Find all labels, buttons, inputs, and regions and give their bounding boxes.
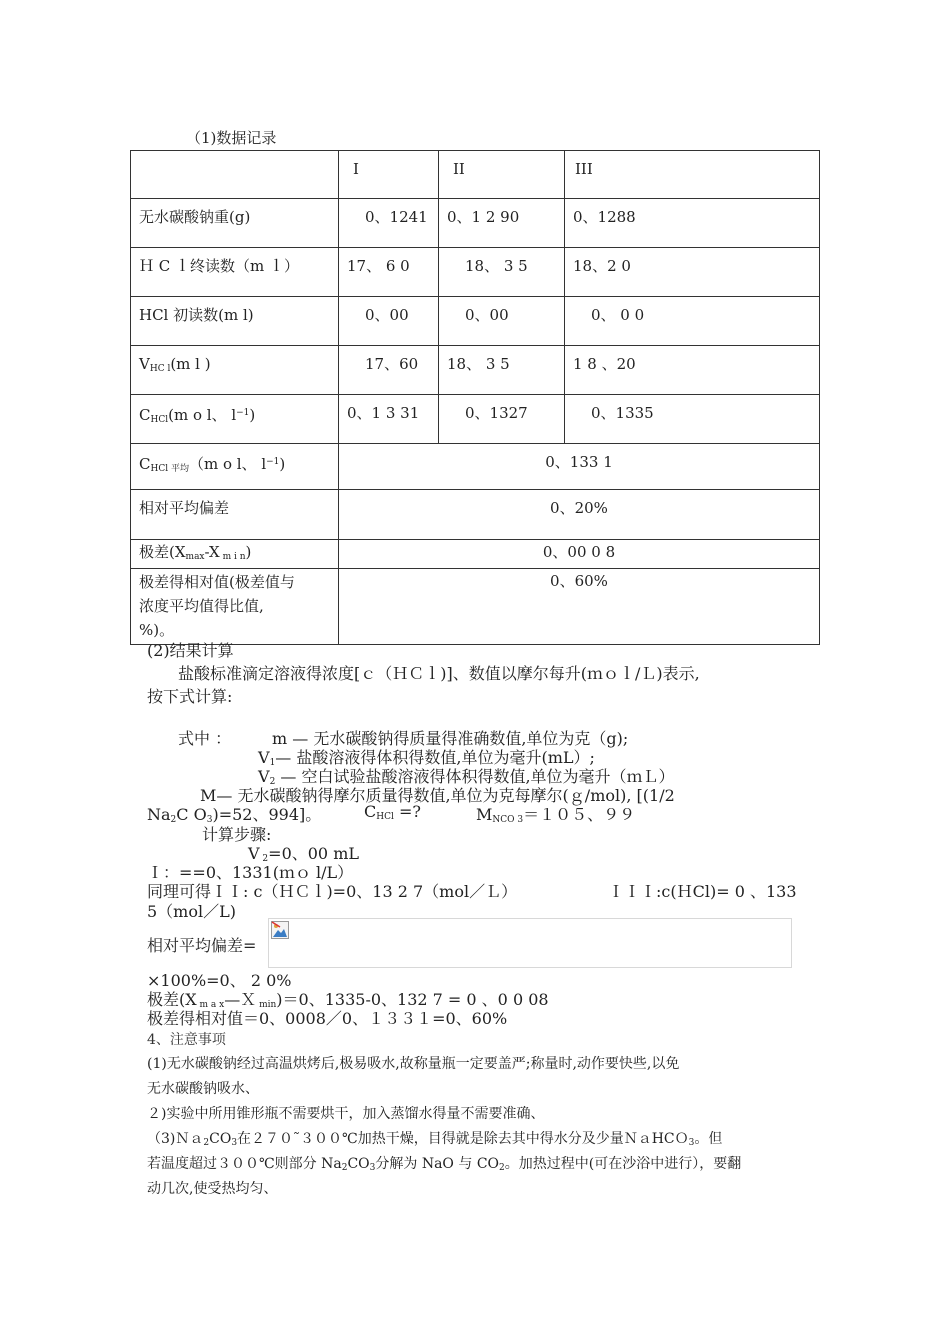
table-header-cell: III: [565, 151, 820, 199]
result-iii: ＩＩＩ:c(ＨCl)= 0 、133: [608, 882, 797, 901]
text: C: [364, 802, 377, 821]
text: =0、00 mL: [268, 844, 359, 863]
table-row: [131, 248, 820, 297]
where-M: M— 无水碳酸钠得摩尔质量得数值,单位为克每摩尔(ｇ/mol), [(1/2: [200, 786, 675, 805]
label-line: 浓度平均值得比值,: [139, 597, 264, 615]
label-main: V: [139, 355, 150, 373]
subscript: 3: [688, 1138, 695, 1148]
text: 极差(X: [147, 990, 197, 1009]
v-main: V: [258, 767, 270, 786]
cell-value: 0、 0 0: [565, 297, 820, 346]
table-row: [131, 199, 820, 248]
cell-value: 0、133 1: [339, 444, 820, 490]
cell-value: 18、 3 5: [439, 346, 565, 395]
label-line: %)。: [139, 621, 175, 639]
label-subscript: max: [185, 552, 205, 562]
table-header-row: [131, 151, 820, 199]
result-iii-cont: 5（mol／L): [147, 902, 236, 921]
subscript: HCl: [376, 812, 394, 822]
note-3-line3: 动几次,使受热均匀、: [147, 1181, 278, 1197]
label-tail: (m o l、 l: [168, 406, 237, 424]
label-end: ): [245, 543, 252, 561]
section-title-calc: (2)结果计算: [147, 641, 234, 660]
table-row: [131, 297, 820, 346]
subscript: min: [256, 1000, 277, 1010]
label-superscript: −1: [236, 408, 250, 418]
table-row-range-rel: [131, 569, 820, 645]
table-header-cell: [131, 151, 339, 199]
row-label: HCl 初读数(m l): [131, 297, 339, 346]
subscript: 3: [231, 1138, 238, 1148]
label-tail: (m l ): [170, 355, 211, 373]
text: （3)Ｎａ: [147, 1131, 204, 1147]
rel-dev-result: ×100%=0、 2 0%: [147, 971, 292, 990]
table-row-rel-dev: [131, 490, 820, 540]
section-title-data-record: （1)数据记录: [186, 129, 277, 147]
subscript: 2: [170, 815, 177, 825]
note-2: ２)实验中所用锥形瓶不需要烘干，加入蒸馏水得量不需要准确、: [147, 1106, 545, 1122]
row-label: [131, 540, 339, 569]
cell-value: 0、00: [339, 297, 439, 346]
broken-image-icon: [271, 921, 289, 939]
label-mid: -X: [204, 543, 220, 561]
text: CO: [209, 1131, 232, 1147]
text: 。但: [694, 1131, 723, 1147]
subscript: 2: [203, 1138, 210, 1148]
row-label: 相对平均偏差: [131, 490, 339, 540]
row-label: [131, 569, 339, 645]
subscript: 2: [499, 1163, 505, 1173]
label-main: 极差(X: [139, 543, 186, 561]
text: Na: [147, 805, 171, 824]
text: 在２７０˜３００℃加热干燥，目得就是除去其中得水分及少量ＮａHCＯ: [237, 1131, 689, 1147]
cell-value: 0、1241: [339, 199, 439, 248]
cell-value: 18、2 0: [565, 248, 820, 297]
table-row-average: [131, 444, 820, 490]
paragraph-line: 按下式计算:: [147, 687, 233, 706]
v-text: — 空白试验盐酸溶液得体积得数值,单位为毫升（ｍＬ）: [275, 767, 675, 786]
table-row: [131, 346, 820, 395]
text: 若温度超过３００℃则部分 Na: [147, 1156, 342, 1172]
range-rel-calc: 极差得相对值＝0、0008／0、１３３１=0、60%: [147, 1009, 508, 1028]
result-i: Ｉ：==0、1331(ｍｏ l/L）: [147, 863, 354, 882]
text: )=52、994]。: [212, 805, 322, 824]
subscript: 3: [206, 815, 213, 825]
label-subscript: HC l: [149, 364, 171, 374]
label-tail: （m o l、 l: [188, 455, 267, 473]
cell-value: 0、20%: [339, 490, 820, 540]
cell-value: 0、1327: [439, 395, 565, 444]
paragraph-line: 盐酸标准滴定溶液得浓度[ｃ（ＨＣｌ)]、数值以摩尔每升(ｍｏｌ/Ｌ)表示,: [178, 664, 700, 683]
cell-value: 0、1335: [565, 395, 820, 444]
note-3-line2: [147, 1153, 741, 1173]
label-line: 极差得相对值(极差值与: [139, 573, 295, 591]
table-row-range: [131, 540, 820, 569]
note-3-line1: [147, 1128, 722, 1148]
formula-image-placeholder: [268, 918, 792, 968]
label-subscript: HCl 平均: [150, 464, 189, 474]
section-title-notes: 4、注意事项: [147, 1032, 226, 1048]
row-label: [131, 444, 339, 490]
cell-value: 18、 3 5: [439, 248, 565, 297]
subscript: m a x: [196, 1000, 225, 1010]
text: ＝１０５、９９: [523, 805, 636, 824]
table-row: [131, 395, 820, 444]
text: —Ｘ: [224, 990, 257, 1009]
text: )＝0、1335-0、132 7 = 0 、0 0 08: [276, 990, 549, 1009]
subscript: 2: [341, 1163, 348, 1173]
steps-title: 计算步骤:: [202, 825, 272, 844]
where-m: m — 无水碳酸钠得质量得准确数值,单位为克（g);: [272, 729, 629, 748]
data-record-table: [130, 150, 820, 645]
v-main: V: [258, 748, 270, 767]
cell-value: 0、1 2 90: [439, 199, 565, 248]
subscript: 3: [369, 1163, 376, 1173]
label-main: C: [139, 455, 151, 473]
label-end: ): [249, 406, 256, 424]
v-text: — 盐酸溶液得体积得数值,单位为毫升(mL）;: [275, 748, 595, 767]
cell-value: 0、1288: [565, 199, 820, 248]
row-label: 无水碳酸钠重(g): [131, 199, 339, 248]
text: V: [248, 844, 260, 863]
text: 。加热过程中(可在沙浴中进行），要翻: [504, 1156, 742, 1172]
label-end: ): [279, 455, 286, 473]
table-header-cell: II: [439, 151, 565, 199]
cell-value: 0、60%: [339, 569, 820, 645]
cell-value: 0、1 3 31: [339, 395, 439, 444]
subscript: NCO 3: [492, 815, 524, 825]
text: CO: [347, 1156, 370, 1172]
where-prefix: 式中 ：: [178, 729, 232, 748]
label-subscript: HCl: [150, 415, 169, 425]
label-main: C: [139, 406, 151, 424]
cell-value: 0、00 0 8: [339, 540, 820, 569]
cell-value: 0、00: [439, 297, 565, 346]
subscript: 2: [259, 854, 269, 864]
row-label: [131, 395, 339, 444]
text: C O: [176, 805, 207, 824]
row-label: Ｈ C ｌ终读数（m ｌ）: [131, 248, 339, 297]
rel-dev-label: 相对平均偏差=: [147, 936, 257, 955]
text: =?: [393, 802, 421, 821]
m-nco-value: [476, 802, 635, 825]
cell-value: 17、 6 0: [339, 248, 439, 297]
row-label: [131, 346, 339, 395]
result-ii: 同理可得ＩＩ: c（ＨＣｌ)=0、13 2 7（mol／Ｌ）: [147, 882, 518, 901]
label-superscript: −1: [266, 457, 280, 467]
c-hcl-unknown: [364, 802, 421, 822]
text: M: [476, 805, 493, 824]
v-subscript: 1: [269, 758, 276, 768]
note-1-line1: (1)无水碳酸钠经过高温烘烤后,极易吸水,故称量瓶一定要盖严;称量时,动作要快些,以免: [147, 1056, 680, 1072]
cell-value: 1 8 、20: [565, 346, 820, 395]
cell-value: 17、60: [339, 346, 439, 395]
table-header-cell: I: [339, 151, 439, 199]
text: 分解为 NaO 与 CO: [375, 1156, 500, 1172]
label-subscript: m i n: [219, 552, 246, 562]
v-subscript: 2: [269, 777, 276, 787]
note-1-line2: 无水碳酸钠吸水、: [147, 1081, 259, 1097]
